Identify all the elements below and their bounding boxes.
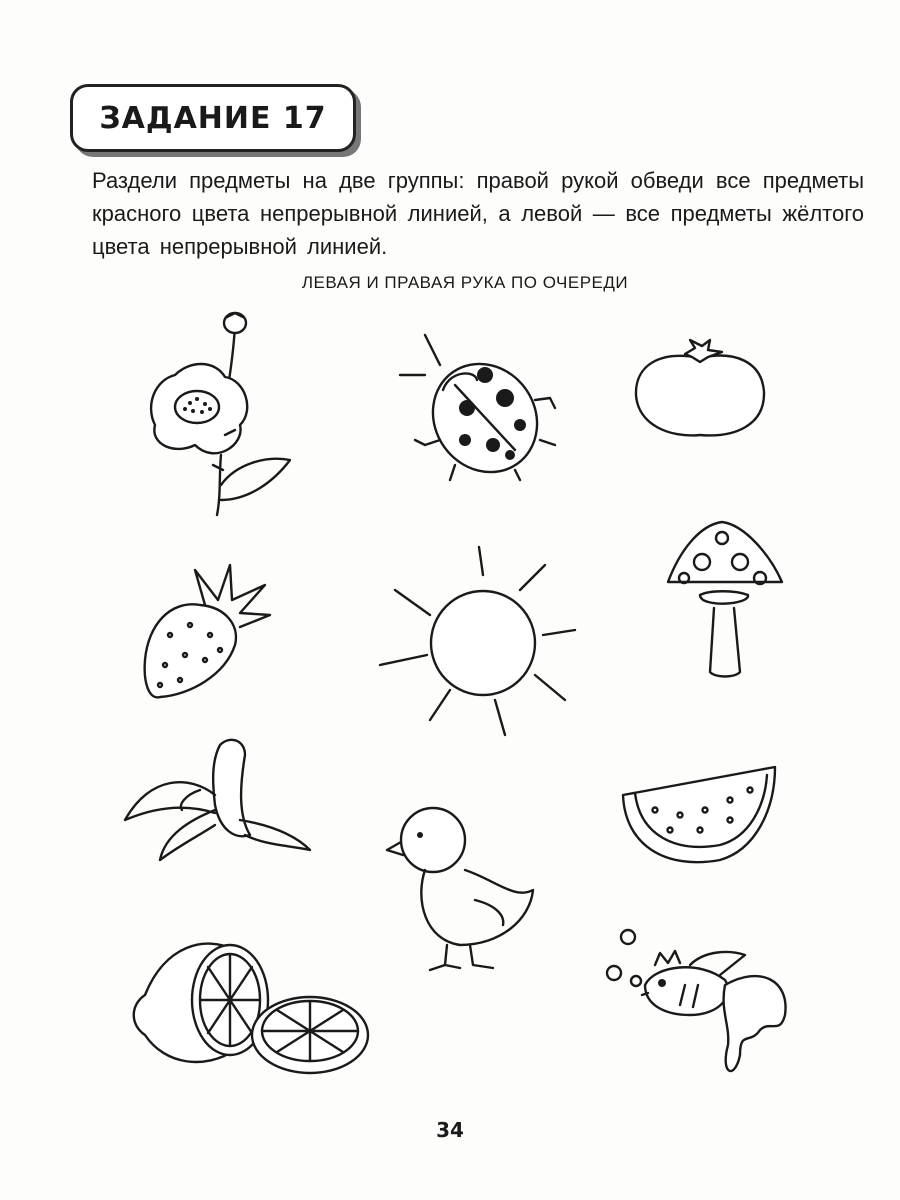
poppy-icon[interactable] [135, 305, 295, 529]
mushroom-icon[interactable] [660, 520, 790, 684]
ladybug-icon[interactable] [395, 330, 565, 494]
sun-icon[interactable] [375, 545, 585, 739]
strawberry-icon[interactable] [140, 565, 280, 709]
goldfish-icon[interactable] [600, 925, 800, 1089]
task-title: ЗАДАНИЕ 17 [99, 100, 327, 136]
task-instruction: Раздели предметы на две группы: правой рукой обведи все предметы красного цвета непрерывной линией, а левой — все предметы жёлтого цвета непрерывной линией. [92, 168, 864, 259]
tomato-icon[interactable] [630, 340, 770, 444]
lemon-icon[interactable] [125, 935, 380, 1079]
chick-icon[interactable] [385, 800, 545, 984]
banana-icon[interactable] [120, 735, 320, 869]
subheading: ЛЕВАЯ И ПРАВАЯ РУКА ПО ОЧЕРЕДИ [301, 273, 629, 292]
task-title-box [70, 84, 356, 152]
watermelon-icon[interactable] [615, 765, 785, 879]
page-number: 34 [436, 1118, 464, 1142]
